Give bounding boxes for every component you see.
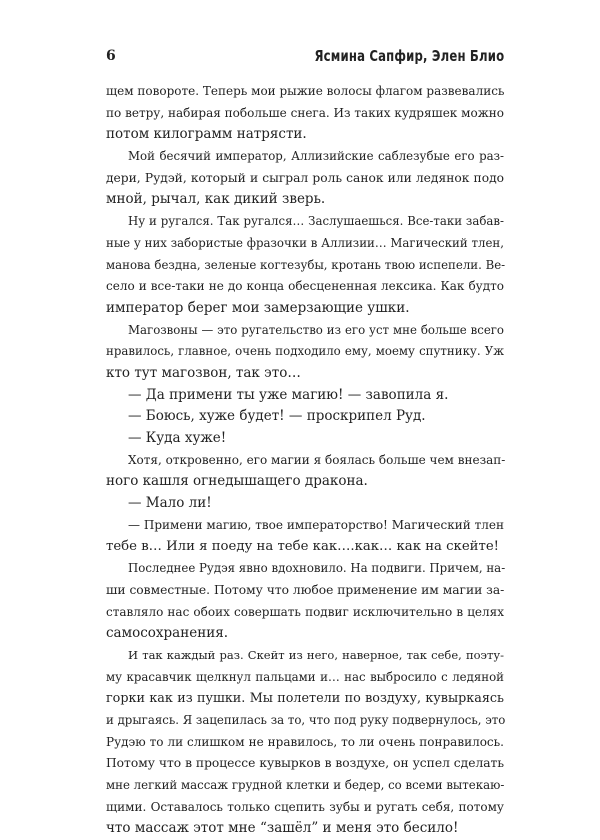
text-line: горки как из пушки. Мы полетели по воздуху, кувыркаясь	[106, 691, 504, 707]
text-line: самосохранения.	[106, 625, 229, 642]
text-line: ставляло нас обоих совершать подвиг исключительно в целях	[106, 604, 504, 619]
text-line: — Мало ли!	[128, 495, 212, 512]
text-line: Потому что в процессе кувырков в воздухе, он успел сделать	[106, 756, 504, 771]
text-line: — Куда хуже!	[128, 430, 227, 446]
running-head	[106, 46, 504, 66]
text-line: Рудэю то ли слишком не нравилось, то ли очень понравилось.	[106, 734, 504, 749]
text-line: по ветру, набирая побольше снега. Из таких кудряшек можно	[106, 105, 504, 120]
text-line: манова бездна, зеленые когтезубы, кротань твою испепели. Ве-	[106, 257, 506, 272]
text-line: село и все-таки не до конца обесцененная лексика. Как будто	[106, 279, 504, 294]
text-line: Ну и ругался. Так ругался… Заслушаешься. Все-таки забав-	[128, 214, 504, 229]
text-line: — Примени магию, твое императорство! Магический тлен	[128, 517, 504, 532]
text-line: император берег мои замерзающие ушки.	[106, 299, 410, 316]
text-line: потом килограмм натрясти.	[106, 126, 307, 143]
text-line: ного кашля огнедышащего дракона.	[106, 473, 368, 490]
text-line: ные у них забористые фразочки в Аллизии… Магический тлен,	[106, 235, 504, 250]
text-line: мне легкий массаж грудной клетки и бедер, со всеми вытекаю-	[106, 778, 505, 792]
text-line: что массаж этот мне “зашёл” и меня это бесило!	[106, 820, 459, 837]
text-line: И так каждый раз. Скейт из него, наверное, так себе, поэту-	[128, 647, 504, 662]
text-line: щем повороте. Теперь мои рыжие волосы флагом развевались	[106, 84, 505, 98]
text-line: тебе в… Или я поеду на тебе как….как… как на скейте!	[106, 539, 500, 555]
text-line: ши совместные. Потому что любое применение им магии за-	[106, 582, 505, 597]
text-line: — Боюсь, хуже будет! — проскрипел Руд.	[128, 408, 426, 425]
page-number: 6	[106, 48, 116, 64]
text-line: дери, Рудэй, который и сыграл роль санок или ледянок подо	[106, 170, 504, 185]
text-line: и дрыгаясь. Я зацепилась за то, что под руку подвернулось, это	[106, 712, 506, 727]
text-line: кто тут магозвон, так это…	[106, 364, 301, 381]
text-line: Мой бесячий император, Аллизийские саблезубые его раз-	[128, 149, 504, 164]
text-line: мной, рычал, как дикий зверь.	[106, 191, 326, 208]
text-line: Последнее Рудэя явно вдохновило. На подвиги. Причем, на-	[128, 561, 506, 576]
text-line: му красавчик щелкнул пальцами и… нас выбросило с ледяной	[106, 669, 504, 684]
body-text	[106, 81, 504, 840]
text-line: Магозвоны — это ругательство из его уст мне больше всего	[128, 322, 504, 337]
text-line: щими. Оставалось только сцепить зубы и ругать себя, потому	[106, 799, 504, 814]
text-line: Хотя, откровенно, его магии я боялась больше чем внезап-	[128, 452, 506, 467]
text-line: нравилось, главное, очень подходило ему, моему спутнику. Уж	[106, 344, 504, 359]
running-head-title: Ясмина Сапфир, Элен Блио	[314, 47, 504, 65]
text-line: — Да примени ты уже магию! — завопила я.	[128, 386, 449, 403]
